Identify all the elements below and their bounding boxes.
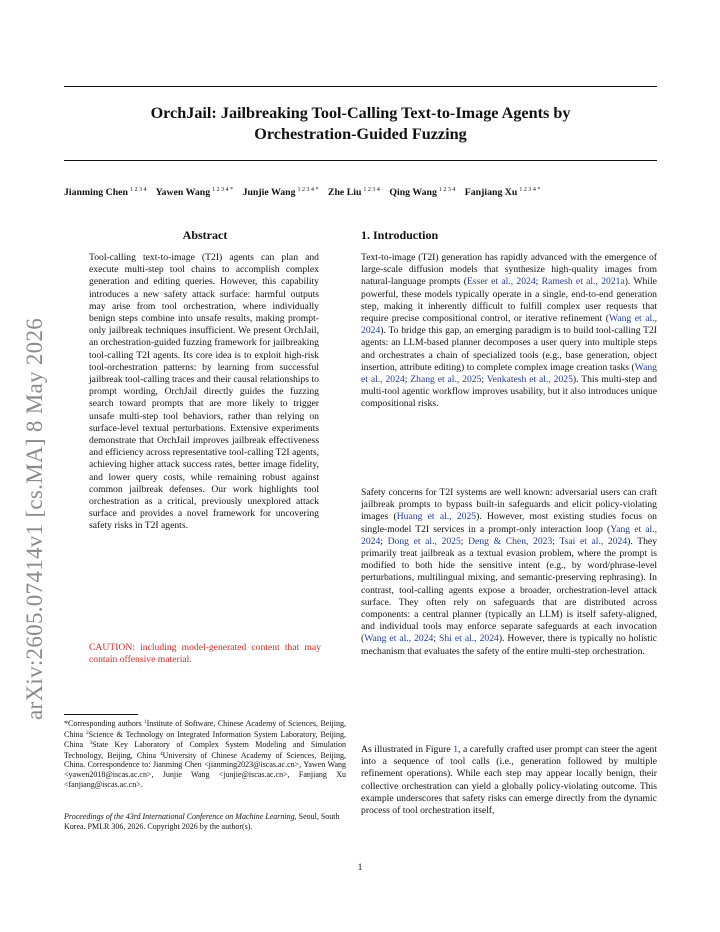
intro-paragraph-2: Safety concerns for T2I systems are well known: adversarial users can craft jailbreak prompts to bypass built-in safeguards and elicit policy-violating images (Huang et al., 2025). However, most existing studies focus on single-model T2I services in a prompt-only interaction loop (Yang et al., 2024; Dong et al., 2025; Deng & Chen, 2023; Tsai et al., 2024). They primarily treat jailbreak as a textual evasion problem, where the prompt is modified to both hide the sensitive intent (e.g., by word/phrase-level perturbations, multilingual mixing, and semantic-preserving rephrasing). In contrast, tool-calling agents expose a broader, orchestration-level attack surface. They often rely on safeguards that are distributed across components: a central planner (typically an LLM) is itself safety-aligned, and individual tools may enforce separate safeguards at each invocation (Wang et al., 2024; Shi et al., 2024). However, there is typically no holistic mechanism that evaluates the safety of the entire multi-step orchestration. — [361, 487, 658, 657]
author-name: Jianming Chen — [64, 187, 128, 198]
footnote-text: *Corresponding authors — [64, 719, 145, 728]
citation-link[interactable]: 1 — [453, 744, 459, 755]
author-name: Junjie Wang — [242, 187, 296, 198]
author-list — [64, 187, 664, 198]
author-name: Qing Wang — [389, 187, 437, 198]
affiliation-footnote — [64, 718, 346, 789]
intro-paragraph-1: Text-to-image (T2I) generation has rapidly advanced with the emergence of large-scale diffusion models that synthesize high-quality images from natural-language prompts (Esser et al., 2024; Ramesh et al., 2021a). While powerful, these models typically operate in a single, end-to-end generation step, making it inherently difficult to fulfill complex user requests that require precise compositional control, or iterative refinement (Wang et al., 2024). To bridge this gap, an emerging paradigm is to build tool-calling T2I agents: an LLM-based planner decomposes a user query into multiple steps and orchestrates a chain of specialized tools (e.g., base generation, object insertion, attribute editing) to complete complex image creation tasks (Wang et al., 2024; Zhang et al., 2025; Venkatesh et al., 2025). This multi-step and multi-tool agentic workflow improves usability, but it also introduces unique compositional risks. — [361, 252, 657, 410]
citation-link[interactable]: Dong et al., 2025 — [387, 535, 461, 547]
author-name: Yawen Wang — [155, 187, 211, 198]
citation-link[interactable]: Wang et al., 2024 — [361, 313, 657, 337]
author — [389, 187, 455, 198]
citation-link[interactable]: Esser et al., 2024 — [467, 276, 536, 288]
section-title: 1. Introduction — [361, 228, 439, 242]
footnote-marker: 3 — [89, 741, 93, 747]
citation-link[interactable]: Wang et al., 2024 — [361, 361, 657, 386]
footnote-marker: 2 — [86, 730, 89, 736]
page-number: 1 — [357, 862, 363, 873]
title-line-2: Orchestration-Guided Fuzzing — [254, 125, 467, 143]
arxiv-stamp: arXiv:2605.07414v1 [cs.MA] 8 May 2026 — [22, 317, 47, 720]
abstract-heading: Abstract — [182, 228, 228, 242]
author-name: Fanjiang Xu — [464, 187, 518, 198]
author — [465, 187, 541, 198]
proceedings-venue: Proceedings of the 43rd International Conference on Machine Learning — [64, 812, 295, 821]
citation-link[interactable]: Shi et al., 2024 — [439, 633, 499, 645]
citation-link[interactable]: Deng & Chen, 2023 — [468, 535, 553, 547]
citation-link[interactable]: Venkatesh et al., 2025 — [486, 374, 573, 386]
intro-paragraph-3: As illustrated in Figure 1, a carefully crafted user prompt can steer the agent into a sequence of tool calls (i.e., generation followed by multiple refinement operations). While each step may appear locally benign, their collective orchestration can yield a globally policy-violating outcome. This example underscores that safety risks can emerge directly from the dynamic process of tool orchestration itself, — [361, 744, 657, 817]
author-name: Zhe Liu — [327, 187, 362, 198]
citation-link[interactable]: Wang et al., 2024 — [364, 633, 434, 645]
citation-link[interactable]: Ramesh et al., 2021a — [541, 276, 625, 288]
footnote-text: Science & Technology on Integrated Information System Laboratory, Beijing, China — [64, 729, 347, 750]
footnote-text: State Key Laboratory of Complex System Modeling and Simulation Technology, Beijing, China — [64, 740, 346, 760]
author-affiliation: 1 2 3 4 * — [519, 187, 541, 193]
title-rule-bottom — [64, 160, 657, 161]
author-affiliation: 1 2 3 4 * — [212, 187, 234, 193]
footnote-text: Institute of Software, Chinese Academy of Sciences, Beijing, China — [64, 719, 346, 739]
footnote-marker: 4 — [160, 751, 163, 757]
author-affiliation: 1 2 3 4 — [438, 187, 456, 193]
title-line-1: OrchJail: Jailbreaking Tool-Calling Text-to-Image Agents by — [150, 104, 571, 122]
footnote-marker: 1 — [144, 720, 147, 725]
proceedings-copyright: , Seoul, South Korea. PMLR 306, 2026. Copyright 2026 by the author(s). — [64, 812, 340, 831]
author — [243, 187, 319, 198]
author — [156, 187, 234, 198]
title-rule-top — [64, 86, 657, 87]
citation-link[interactable]: Huang et al., 2025 — [396, 511, 477, 523]
citation-link[interactable]: Yang et al., 2024 — [361, 523, 658, 547]
author-affiliation: 1 2 3 4 * — [297, 187, 319, 193]
abstract-body: Tool-calling text-to-image (T2I) agents can plan and execute multi-step tool chains to accomplish complex generation and editing queries. However, this capability introduces a new safety attack surface: harmful outputs may arise from tool orchestration, where individually benign steps combine into unsafe results, making prompt-only jailbreak techniques insufficient. We present OrchJail, an orchestration-guided fuzzing framework for jailbreaking tool-calling T2I agents. Its core idea is to exploit high-risk tool-orchestration patterns: by learning from successful jailbreak tool-calling traces and their causal relationships to prompt wording, OrchJail directly guides the fuzzing search toward prompts that are more likely to trigger unsafe multi-step tool behaviors, rather than relying on surface-level textual perturbations. Extensive experiments demonstrate that OrchJail improves jailbreak effectiveness and efficiency across representative tool-calling T2I agents, achieving higher attack success rates, better image fidelity, and lower query costs, while remaining robust against common jailbreak defenses. Our work highlights tool orchestration as a critical, previously unexplored attack surface and provides a novel framework for uncovering safety risks in T2I agents. — [89, 252, 319, 532]
author — [64, 187, 146, 198]
footnote-rule — [64, 714, 138, 715]
citation-link[interactable]: Zhang et al., 2025 — [410, 374, 482, 386]
author-affiliation: 1 2 3 4 — [129, 187, 147, 193]
proceedings-note — [64, 812, 346, 831]
author-affiliation: 1 2 3 4 — [363, 187, 380, 193]
caution-note: CAUTION: including model-generated content that may contain offensive material. — [89, 642, 321, 666]
paper-title — [64, 103, 657, 145]
citation-link[interactable]: Tsai et al., 2024 — [559, 535, 628, 547]
footnote-text: University of Chinese Academy of Sciences, Beijing, China. Correspondence to: Jianming Chen <jianming2023@iscas.ac.cn>, Yawen Wang <yawen2018@iscas.ac.cn>, Junjie Wang <junjie@iscas.ac.cn>, Fanjiang Xu <fanjiang@iscas.ac.cn>. — [64, 750, 346, 789]
author — [328, 187, 380, 198]
